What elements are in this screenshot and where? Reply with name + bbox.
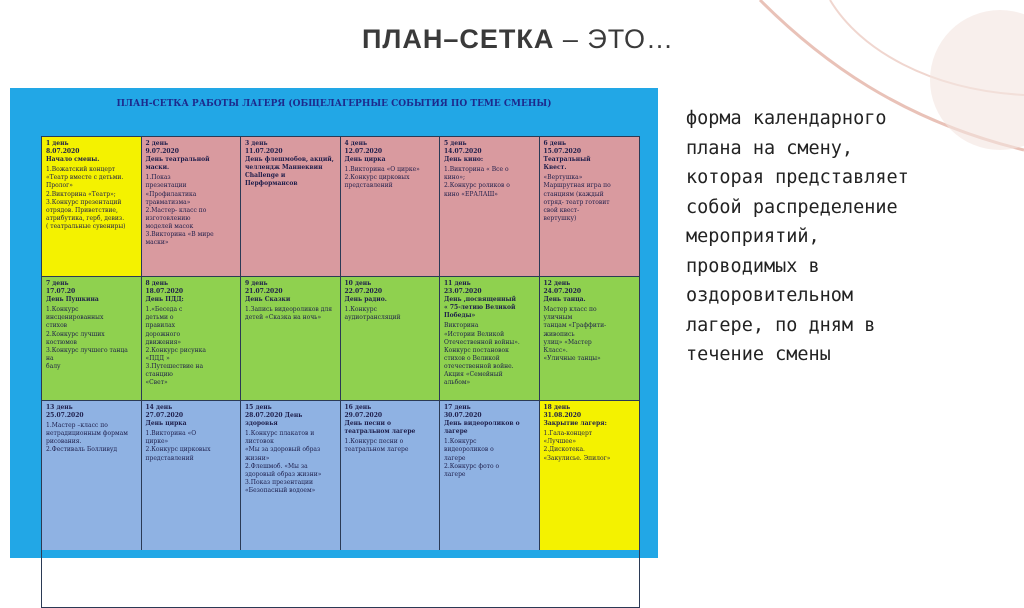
plan-cell-events: 1.Мастер –класс по нетрадиционным формам рисования. 2.Фестиваль Болливуд <box>46 422 128 454</box>
decorative-curve-lower <box>830 0 1024 95</box>
plan-cell-day-4 <box>341 137 441 277</box>
plan-cell-heading: 6 день 15.07.2020 Театральный Квест. <box>543 140 591 172</box>
plan-cell-heading: 12 день 24.07.2020 День танца. <box>543 280 586 304</box>
slide-description: форма календарного плана на смену, которая представляет собой распределение мероприятий, проводимых в оздоровительном лагере, по дням в течение смены <box>686 108 909 365</box>
plan-cell-heading: 4 день 12.07.2020 День цирка <box>344 140 386 164</box>
slide-title-rest: – ЭТО… <box>554 24 675 54</box>
slide-title <box>362 24 674 55</box>
plan-cell-day-10 <box>341 277 441 401</box>
plan-cell-heading: 9 день 21.07.2020 День Сказки <box>245 280 291 304</box>
plan-cell-day-8 <box>142 277 242 401</box>
plan-cell-day-12 <box>540 277 640 401</box>
plan-cell-events: 1.«Беседа с детьми о правилах дорожного движения» 2.Конкурс рисунка «ПДД » 3.Путешествие на станцию «Свет» <box>145 306 206 387</box>
plan-cell-day-2 <box>142 137 242 277</box>
plan-cell-day-5 <box>440 137 540 277</box>
plan-cell-heading: 15 день 28.07.2020 День здоровья <box>245 404 303 428</box>
plan-cell-events: 1.Конкурс плакатов и листовок «Мы за здоровый образ жизни» 2.Флешмоб. «Мы за здоровый образ жизни» 3.Показ презентации «Безопасный водоем» <box>245 430 322 494</box>
plan-cell-heading: 11 день 23.07.2020 День ,посвященный « 75-летию Великой Победы» <box>444 280 516 320</box>
slide-title-bold: ПЛАН–СЕТКА <box>362 24 555 54</box>
plan-cell-events: 1.Конкурс инсценированных стихов 2.Конкурс лучших костюмов 3.Конкурс лучшего танца на балу <box>46 306 128 370</box>
plan-cell-events: 1.Вожатский концерт «Театр вместе с детьми. Пролог» 2.Викторина «Театр»; 3.Конкурс презентаций отрядов. Приветствие, атрибутика, герб, девиз. ( театральные сувениры) <box>46 166 126 230</box>
plan-cell-day-18 <box>540 401 640 550</box>
plan-cell-heading: 3 день 11.07.2020 День флешмобов, акций, челлендж Маннеквин Challenge и Перформансов <box>245 140 334 188</box>
plan-cell-events: 1.Конкурс аудиотрансляций <box>344 306 401 322</box>
plan-cell-events: 1.Викторина « Все о кино»; 2.Конкурс роликов о кино «ЕРАЛАШ» <box>444 166 510 198</box>
plan-cell-events: 1.Показ презентации «Профилактика травматизма» 2.Мастер- класс по изготовлению моделей масок 3.Викторина «В мире маски» <box>145 174 214 247</box>
plan-cell-heading: 13 день 25.07.2020 <box>46 404 84 420</box>
plan-table-image <box>10 88 658 558</box>
plan-table-title: ПЛАН-СЕТКА РАБОТЫ ЛАГЕРЯ (ОБЩЕЛАГЕРНЫЕ СОБЫТИЯ ПО ТЕМЕ СМЕНЫ) <box>116 99 552 109</box>
plan-cell-events: Викторина «Истории Великой Отечественной войны». Конкурс постановок стихов о Великой отечественной войне. Акция «Семейный альбом» <box>444 322 520 387</box>
plan-cell-heading: 16 день 29.07.2020 День песни о театральном лагере <box>344 404 416 436</box>
plan-cell-heading: 14 день 27.07.2020 День цирка <box>145 404 187 428</box>
plan-cell-events: «Вертушка» Маршрутная игра по станциям (каждый отряд- театр готовит свой квест- вертушку) <box>543 174 611 222</box>
plan-cell-day-1 <box>42 137 142 277</box>
plan-cell-day-15 <box>241 401 341 550</box>
plan-cell-heading: 1 день 8.07.2020 Начало смены. <box>46 140 100 164</box>
plan-cell-heading: 18 день 31.08.2020 Закрытие лагеря: <box>543 404 607 428</box>
plan-cell-day-13 <box>42 401 142 550</box>
plan-table-grid <box>41 136 640 608</box>
plan-cell-events: 1.Конкурс песни о театральном лагере <box>344 438 409 454</box>
plan-cell-heading: 17 день 30.07.2020 День видеороликов о лагере <box>444 404 520 436</box>
plan-cell-heading: 5 день 14.07.2020 День кино: <box>444 140 484 164</box>
plan-cell-day-7 <box>42 277 142 401</box>
plan-cell-day-9 <box>241 277 341 401</box>
plan-cell-day-3 <box>241 137 341 277</box>
plan-cell-events: 1.Конкурс видеороликов о лагере 2.Конкурс фото о лагере <box>444 438 500 478</box>
plan-cell-day-16 <box>341 401 441 550</box>
plan-cell-events: 1.Викторина «О цирке» 2.Конкурс цирковых представлений <box>145 430 211 462</box>
plan-cell-day-17 <box>440 401 540 550</box>
plan-cell-events: 1.Гала-концерт «Лучшее» 2.Дискотека. «Закулисье. Эпилог» <box>543 430 611 462</box>
plan-cell-events: Мастер класс по уличным танцам «Граффити- живопись улиц» «Мастер Класс». «Уличные танцы» <box>543 306 607 362</box>
plan-cell-heading: 7 день 17.07.20 День Пушкина <box>46 280 99 304</box>
plan-cell-events: 1.Запись видеороликов для детей «Сказка на ночь» <box>245 306 333 322</box>
plan-cell-events: 1.Викторина «О цирке» 2.Конкурс цирковых представлений <box>344 166 420 190</box>
plan-cell-day-11 <box>440 277 540 401</box>
plan-cell-day-14 <box>142 401 242 550</box>
plan-cell-heading: 2 день 9.07.2020 День театральной маски. <box>145 140 210 172</box>
plan-cell-heading: 8 день 18.07.2020 День ПДД: <box>145 280 184 304</box>
plan-cell-heading: 10 день 22.07.2020 День радио. <box>344 280 387 304</box>
plan-cell-day-6 <box>540 137 640 277</box>
